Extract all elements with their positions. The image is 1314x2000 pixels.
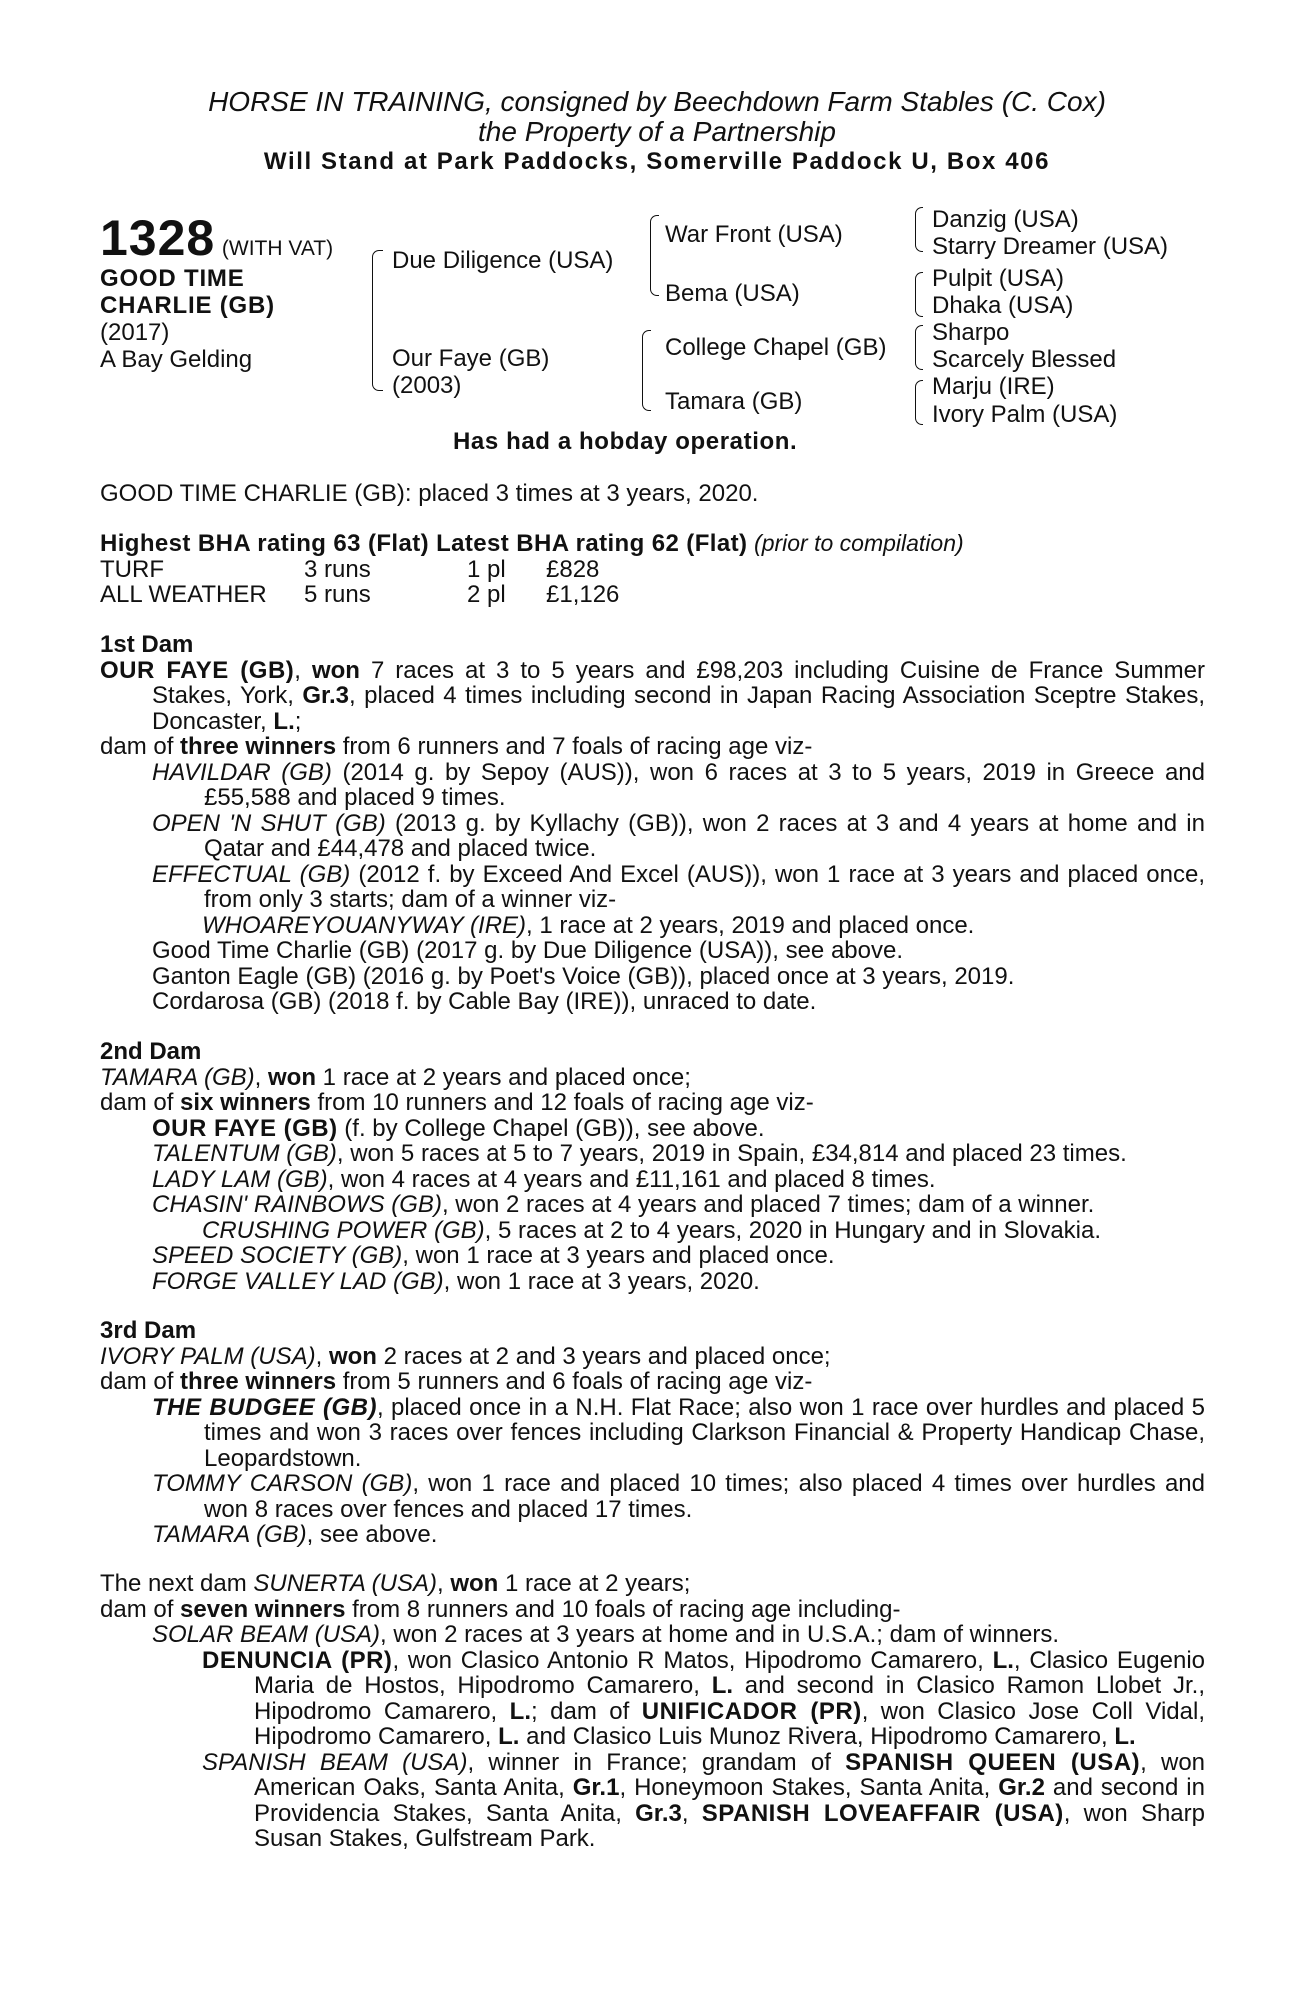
- offspring-item: TAMARA (GB), see above.: [152, 1521, 438, 1548]
- bha-rating-text: Highest BHA rating 63 (Flat) Latest BHA rating 62 (Flat): [100, 530, 748, 557]
- dam-name: OUR FAYE (GB): [100, 656, 295, 684]
- pedigree-g3-5: Sharpo: [932, 319, 1010, 346]
- pedigree-g3-4: Dhaka (USA): [932, 292, 1074, 319]
- pedigree-g3-3: Pulpit (USA): [932, 265, 1065, 292]
- offspring-item: Ganton Eagle (GB) (2016 g. by Poet's Voice (GB)), placed once at 3 years, 2019.: [152, 962, 1015, 990]
- brace-g3-2b: [915, 294, 923, 317]
- dam-record: The next dam SUNERTA (USA), won 1 race at 2 years;: [100, 1570, 691, 1597]
- offspring-item: HAVILDAR (GB) (2014 g. by Sepoy (AUS)), won 6 races at 3 to 5 years, 2019 in Greece and £55,588 and placed 9 times.: [152, 758, 1205, 811]
- offspring-item: SPEED SOCIETY (GB), won 1 race at 3 years and placed once.: [152, 1242, 835, 1269]
- second-dam-section: [100, 1039, 1205, 1294]
- record-earnings: £1,126: [546, 581, 620, 608]
- bha-ratings: [100, 532, 964, 556]
- produce-summary: dam of three winners from 6 runners and 7 foals of racing age viz-: [100, 733, 813, 760]
- next-dam-section: [100, 1571, 1205, 1852]
- dam-name: SUNERTA (USA): [253, 1570, 437, 1597]
- offspring-item: TALENTUM (GB), won 5 races at 5 to 7 years, 2019 in Spain, £34,814 and placed 23 times.: [152, 1140, 1127, 1167]
- offspring-item: SOLAR BEAM (USA), won 2 races at 3 years at home and in U.S.A.; dam of winners.: [152, 1621, 1060, 1648]
- hobday-note: Has had a hobday operation.: [453, 428, 798, 455]
- pedigree-g3-7: Marju (IRE): [932, 373, 1055, 400]
- brace-g3-4b: [915, 402, 923, 425]
- dam-record: IVORY PALM (USA), won 2 races at 2 and 3 years and placed once;: [100, 1342, 831, 1370]
- record-runs: 3 runs: [304, 556, 371, 583]
- brace-dam-top: [642, 330, 651, 375]
- header-consignor: HORSE IN TRAINING, consigned by Beechdown Farm Stables (C. Cox): [208, 86, 1106, 117]
- dam-record: OUR FAYE (GB), won 7 races at 3 to 5 years and £98,203 including Cuisine de France Summer Stakes, York, Gr.3, placed 4 times including second in Japan Racing Association Sceptre Stakes, Doncaster, L.;: [100, 656, 1206, 735]
- dam-name: TAMARA (GB): [100, 1063, 255, 1091]
- pedigree-g3-1: Danzig (USA): [932, 206, 1079, 233]
- race-record-table: [100, 557, 660, 607]
- brace-g3-4: [915, 380, 923, 403]
- produce-summary: dam of six winners from 10 runners and 12 foals of racing age viz-: [100, 1089, 814, 1116]
- pedigree-g3-2: Starry Dreamer (USA): [932, 233, 1169, 260]
- horse-year: (2017): [100, 319, 170, 346]
- brace-dam-bottom: [642, 374, 651, 411]
- section-heading: 2nd Dam: [100, 1038, 202, 1065]
- offspring-item: EFFECTUAL (GB) (2012 f. by Exceed And Excel (AUS)), won 1 race at 3 years and placed once, from only 3 starts; dam of a winner viz-: [152, 860, 1206, 913]
- brace-g3-3b: [915, 347, 923, 370]
- produce-summary: dam of seven winners from 8 runners and 10 foals of racing age including-: [100, 1595, 901, 1623]
- pedigree-dam: Our Faye (GB): [392, 345, 550, 372]
- record-runs: 5 runs: [304, 581, 371, 608]
- offspring-item: LADY LAM (GB), won 4 races at 4 years and £11,161 and placed 8 times.: [152, 1165, 936, 1193]
- dam-name: IVORY PALM (USA): [100, 1342, 316, 1370]
- pedigree-g3-6: Scarcely Blessed: [932, 346, 1117, 373]
- record-surface: TURF: [100, 556, 164, 583]
- offspring-item: THE BUDGEE (GB), placed once in a N.H. Flat Race; also won 1 race over hurdles and placed 5 times and won 3 races over fences including Clarkson Financial & Property Handicap Chase, Leopardstown.: [152, 1393, 1205, 1472]
- brace-g3-2: [915, 272, 923, 295]
- pedigree-sire: Due Diligence (USA): [392, 247, 614, 274]
- lot-number: 1328: [100, 210, 216, 266]
- offspring-item: CHASIN' RAINBOWS (GB), won 2 races at 4 years and placed 7 times; dam of a winner.: [152, 1191, 1095, 1218]
- brace-gen1-bottom: [372, 328, 383, 391]
- record-placed: 2 pl: [467, 581, 506, 608]
- horse-description: A Bay Gelding: [100, 346, 253, 373]
- produce-summary: dam of three winners from 5 runners and 6 foals of racing age viz-: [100, 1368, 813, 1395]
- offspring-item: Good Time Charlie (GB) (2017 g. by Due Diligence (USA)), see above.: [152, 937, 903, 964]
- record-earnings: £828: [546, 556, 600, 583]
- record-row-turf: [100, 557, 660, 582]
- offspring-item: Cordarosa (GB) (2018 f. by Cable Bay (IRE)), unraced to date.: [152, 988, 817, 1015]
- offspring-item: FORGE VALLEY LAD (GB), won 1 race at 3 years, 2020.: [152, 1267, 760, 1295]
- brace-sire-top: [650, 215, 659, 256]
- pedigree-g3-8: Ivory Palm (USA): [932, 401, 1118, 428]
- lot-vat: (WITH VAT): [221, 237, 334, 260]
- pedigree-sire-sire: War Front (USA): [665, 221, 843, 248]
- dam-record: TAMARA (GB), won 1 race at 2 years and placed once;: [100, 1063, 691, 1091]
- offspring-sub-item: DENUNCIA (PR), won Clasico Antonio R Matos, Hipodromo Camarero, L., Clasico Eugenio Maria de Hostos, Hipodromo Camarero, L. and second in Clasico Ramon Llobet Jr., Hipodromo Camarero, L.; dam of UNIFICADOR (PR), won Clasico Jose Coll Vidal, Hipodromo Camarero, L. and Clasico Luis Munoz Rivera, Hipodromo Camarero, L.: [202, 1646, 1206, 1750]
- bha-rating-note: (prior to compilation): [754, 530, 964, 556]
- lot-number-row: [100, 210, 334, 266]
- section-heading: 3rd Dam: [100, 1317, 197, 1344]
- brace-g3-1: [915, 207, 923, 230]
- pedigree-sire-dam: Bema (USA): [665, 280, 800, 307]
- record-row-allweather: [100, 582, 660, 607]
- offspring-sub-item: CRUSHING POWER (GB), 5 races at 2 to 4 years, 2020 in Hungary and in Slovakia.: [202, 1216, 1102, 1244]
- offspring-item: OUR FAYE (GB) (f. by College Chapel (GB)), see above.: [152, 1114, 765, 1142]
- record-placed: 1 pl: [467, 556, 506, 583]
- horse-name-line2: CHARLIE (GB): [100, 292, 275, 319]
- record-surface: ALL WEATHER: [100, 581, 267, 608]
- horse-name-line1: GOOD TIME: [100, 265, 245, 292]
- pedigree-dam-dam: Tamara (GB): [665, 388, 803, 415]
- pedigree-dam-sire: College Chapel (GB): [665, 334, 887, 361]
- offspring-item: TOMMY CARSON (GB), won 1 race and placed 10 times; also placed 4 times over hurdles and won 8 races over fences and placed 17 times.: [152, 1470, 1205, 1523]
- third-dam-section: [100, 1318, 1205, 1548]
- brace-g3-1b: [915, 229, 923, 252]
- section-heading: 1st Dam: [100, 631, 194, 658]
- header-location: Will Stand at Park Paddocks, Somerville Paddock U, Box 406: [263, 148, 1051, 175]
- race-summary: GOOD TIME CHARLIE (GB): placed 3 times at 3 years, 2020.: [100, 480, 759, 507]
- offspring-item: OPEN 'N SHUT (GB) (2013 g. by Kyllachy (GB)), won 2 races at 3 and 4 years at home and in Qatar and £44,478 and placed twice.: [152, 809, 1205, 862]
- brace-g3-3: [915, 325, 923, 348]
- first-dam-section: [100, 632, 1205, 1015]
- offspring-sub-item: SPANISH BEAM (USA), winner in France; grandam of SPANISH QUEEN (USA), won American Oaks, Santa Anita, Gr.1, Honeymoon Stakes, Santa Anita, Gr.2 and second in Providencia Stakes, Santa Anita, Gr.3, SPANISH LOVEAFFAIR (USA), won Sharp Susan Stakes, Gulfstream Park.: [202, 1748, 1206, 1852]
- brace-gen1-top: [372, 250, 383, 329]
- pedigree-dam-year: (2003): [392, 372, 462, 399]
- offspring-sub-item: WHOAREYOUANYWAY (IRE), 1 race at 2 years, 2019 and placed once.: [202, 911, 975, 939]
- header-property: the Property of a Partnership: [478, 116, 836, 147]
- brace-sire-bottom: [650, 255, 659, 296]
